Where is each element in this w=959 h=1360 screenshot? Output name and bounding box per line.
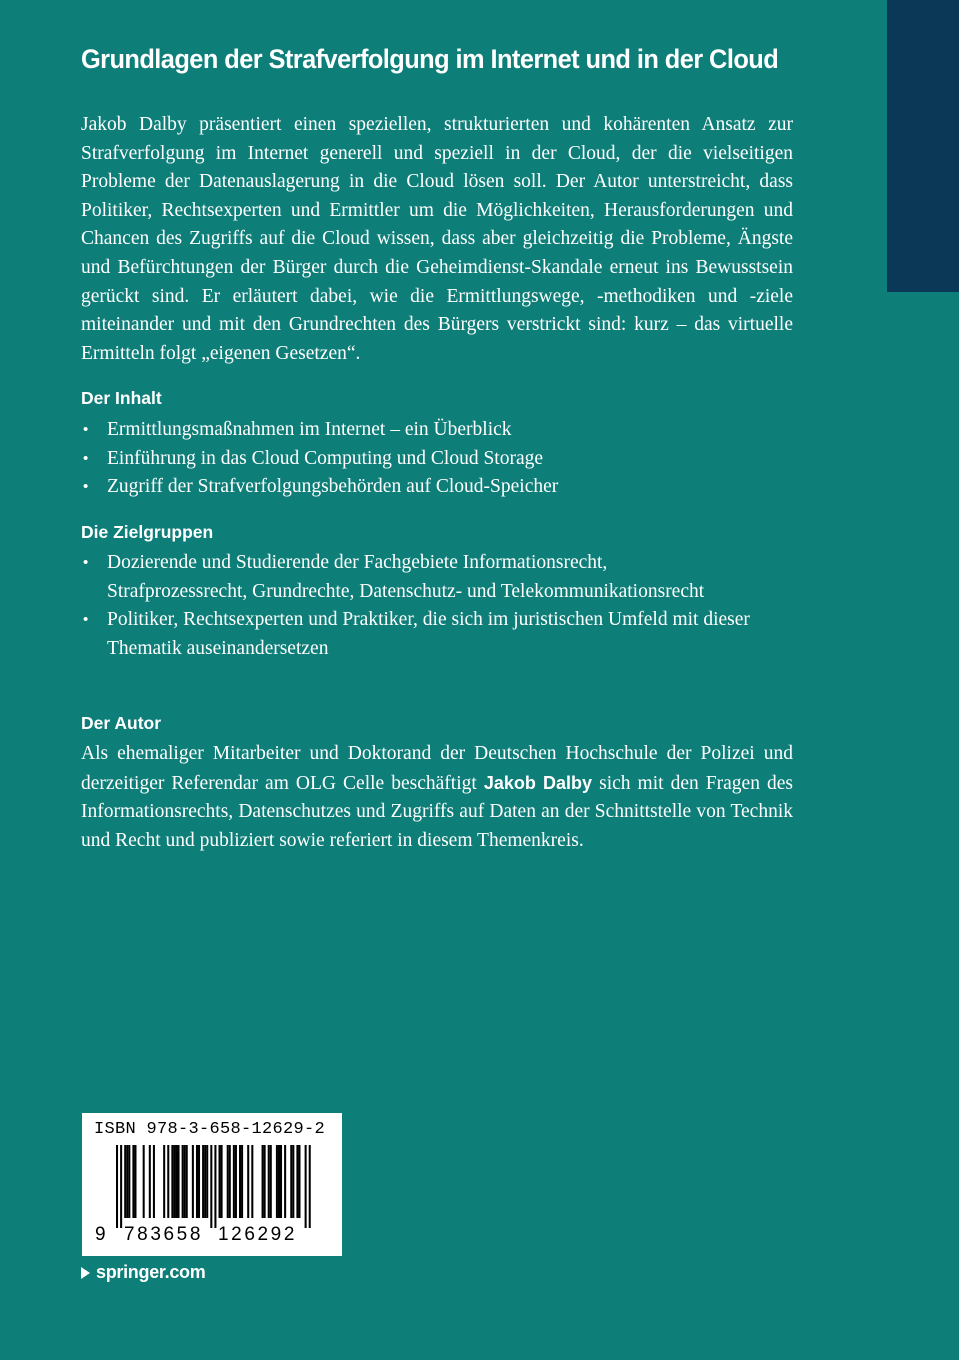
barcode-bar [284, 1145, 286, 1218]
barcode-bar [290, 1145, 292, 1218]
list-item: • Ermittlungsmaßnahmen im Internet – ein Überblick [81, 416, 781, 445]
autor-heading: Der Autor [81, 713, 162, 733]
barcode-bar [204, 1145, 206, 1218]
barcode-bar [309, 1145, 311, 1228]
barcode-bar [241, 1145, 243, 1218]
barcode-bar [251, 1145, 253, 1218]
barcode-bar [182, 1145, 184, 1218]
barcode-bar [167, 1145, 169, 1218]
barcode-bar [178, 1145, 180, 1218]
barcode-bar [175, 1145, 177, 1218]
barcode-bar [233, 1145, 235, 1218]
inhalt-list [81, 416, 781, 502]
ean-right-digits: 126292 [218, 1224, 298, 1245]
barcode-bar [268, 1145, 270, 1218]
barcode-bar [184, 1145, 186, 1218]
barcode-bar [214, 1145, 216, 1228]
autor-paragraph [81, 740, 793, 856]
barcode-bar [264, 1145, 266, 1218]
ean-first-digit: 9 [95, 1224, 106, 1245]
list-item: • Politiker, Rechtsexperten und Praktiker, die sich im juristischen Umfeld mit dieser Thematik auseinandersetzen [81, 606, 771, 663]
barcode-bar [132, 1145, 134, 1218]
autor-text-after: sich mit den Fragen des Informationsrechts, Datenschutzes und Zugriffs auf Daten an der Schnittstelle von Technik und Recht und publiziert sowie referiert in diesem Themenkreis. [81, 772, 793, 852]
barcode-bar [270, 1145, 272, 1218]
autor-name: Jakob Dalby [483, 772, 593, 793]
intro-paragraph: Jakob Dalby präsentiert einen speziellen, strukturierten und kohärenten Ansatz zur Strafverfolgung im Internet generell und speziell in der Cloud, der die vielseitigen Probleme der Datenauslagerung in die Cloud lösen soll. Der Autor unterstreicht, dass Politiker, Rechtsexperten und Ermittler um die Möglichkeiten, Herausforderungen und Chancen des Zugriffs auf die Cloud wissen, dass aber gleichzeitig die Probleme, Ängste und Befürchtungen der Bürger durch die Geheimdienst-Skandale erneut ins Bewusstsein gerückt sind. Er erläutert dabei, wie die Ermittlungswege, -methodiken und -ziele miteinander und mit den Grundrechten des Bürgers verstrickt sind: kurz – das virtuelle Ermitteln folgt „eigenen Gesetzen“. [81, 114, 793, 364]
barcode-bars [82, 1113, 342, 1256]
barcode-bar [143, 1145, 145, 1218]
barcode-bar [153, 1145, 155, 1218]
barcode-bar [262, 1145, 264, 1218]
barcode-bar [278, 1145, 280, 1218]
barcode-bar [227, 1145, 229, 1218]
barcode-bar [173, 1145, 175, 1218]
isbn-barcode [82, 1113, 342, 1256]
barcode-bar [229, 1145, 231, 1218]
barcode-bar [198, 1145, 200, 1218]
barcode-bar [116, 1145, 118, 1228]
barcode-bar [192, 1145, 194, 1218]
barcode-bar [120, 1145, 122, 1228]
zielgruppen-list [81, 549, 771, 664]
barcode-bar [280, 1145, 282, 1218]
autor-text-before: Als ehemaliger Mitarbeiter und Doktorand der Deutschen Hochschule der Polizei und derzeitiger Referendar am OLG Celle beschäftigt [81, 743, 793, 794]
list-item: • Einführung in das Cloud Computing und Cloud Storage [81, 445, 781, 474]
isbn-text: ISBN 978-3-658-12629-2 [94, 1120, 326, 1139]
book-title: Grundlagen der Strafverfolgung im Internet und in der Cloud [81, 44, 779, 74]
barcode-bar [221, 1145, 223, 1218]
barcode-bar [210, 1145, 212, 1228]
barcode-bar [196, 1145, 198, 1218]
inhalt-heading: Der Inhalt [81, 388, 162, 408]
barcode-bar [276, 1145, 278, 1218]
barcode-bar [292, 1145, 294, 1218]
barcode-bar [171, 1145, 173, 1218]
barcode-bar [296, 1145, 298, 1218]
publisher-link[interactable] [81, 1262, 205, 1283]
barcode-bar [239, 1145, 241, 1218]
barcode-bar [247, 1145, 249, 1218]
barcode-bar [149, 1145, 151, 1218]
barcode-bar [206, 1145, 208, 1218]
corner-accent-block [887, 0, 959, 292]
barcode-bar [163, 1145, 165, 1218]
barcode-bar [128, 1145, 130, 1218]
barcode-bar [298, 1145, 300, 1218]
barcode-bar [202, 1145, 204, 1218]
arrow-right-icon [81, 1267, 90, 1279]
barcode-bar [235, 1145, 237, 1218]
list-item: • Zugriff der Strafverfolgungsbehörden auf Cloud-Speicher [81, 473, 781, 502]
barcode-bar [186, 1145, 188, 1218]
zielgruppen-heading: Die Zielgruppen [81, 522, 214, 542]
barcode-bar [134, 1145, 136, 1218]
barcode-bar [305, 1145, 307, 1228]
publisher-label: springer.com [96, 1262, 206, 1282]
barcode-bar [126, 1145, 128, 1218]
barcode-bar [219, 1145, 221, 1218]
barcode-bar [124, 1145, 126, 1218]
list-item: • Dozierende und Studierende der Fachgebiete Informationsrecht, Strafprozessrecht, Grundrechte, Datenschutz- und Telekommunikationsrecht [81, 549, 705, 606]
ean-left-digits: 783658 [124, 1224, 204, 1245]
